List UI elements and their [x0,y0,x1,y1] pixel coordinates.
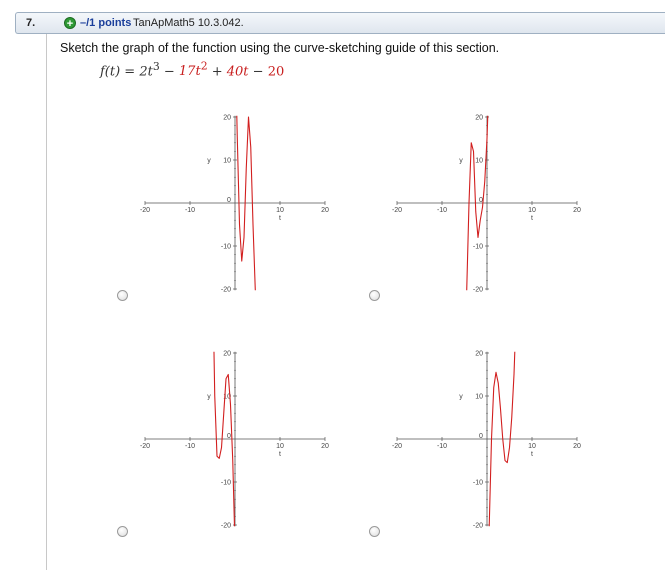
formula-exp1: 3 [152,60,160,73]
x-tick-label: 10 [528,443,536,450]
y-tick-label: 10 [475,157,483,165]
x-tick-label: -20 [139,207,151,214]
x-tick-label: 0 [227,433,231,440]
x-axis-label: t [531,451,533,458]
formula-minus2: − [248,64,268,80]
y-tick-label: 20 [223,114,231,122]
x-tick-label: 20 [573,207,581,214]
plus-circle-icon[interactable]: + [64,17,76,29]
graph-svg [120,336,350,531]
y-tick-label: 10 [223,157,231,165]
x-tick-label: 0 [479,197,483,204]
x-tick-label: -10 [436,443,448,450]
x-tick-label: 0 [227,197,231,204]
points-label: –/1 points [80,17,132,29]
x-tick-label: 20 [321,207,329,214]
question-instructions: Sketch the graph of the function using the curve-sketching guide of this section. [60,41,500,55]
y-tick-label: 10 [223,393,231,401]
x-tick-label: -20 [139,443,151,450]
x-tick-label: -10 [436,207,448,214]
graph-svg [372,100,602,295]
y-tick-label: 20 [475,350,483,358]
formula-minus1: − [159,64,179,80]
graph-option-1 [120,100,350,295]
function-curve [235,100,271,295]
y-tick-label: -10 [472,479,483,487]
y-tick-label: -10 [220,243,231,251]
x-tick-label: -20 [391,207,403,214]
x-tick-label: 10 [276,207,284,214]
y-tick-label: 20 [223,350,231,358]
question-source: TanApMath5 10.3.042. [133,17,244,29]
x-tick-label: 10 [276,443,284,450]
formula-term4: 20 [267,64,285,80]
y-axis-label: y [459,157,463,165]
graph-option-3 [120,336,350,531]
y-tick-label: -10 [472,243,483,251]
x-tick-label: -10 [184,443,196,450]
question-header [15,12,665,34]
question-left-border [46,34,47,570]
formula-plus: + [207,64,227,80]
graph-option-2 [372,100,602,295]
y-axis-label: y [207,157,211,165]
y-tick-label: -20 [472,286,483,294]
formula-term2: $17t^2$ [178,60,208,80]
y-tick-label: -20 [472,522,483,530]
x-tick-label: 20 [573,443,581,450]
y-tick-label: -20 [220,286,231,294]
y-tick-label: -20 [220,522,231,530]
x-tick-label: 20 [321,443,329,450]
graph-svg [372,336,602,531]
radio-button-icon[interactable] [369,526,380,537]
function-formula [100,60,284,79]
y-tick-label: 10 [475,393,483,401]
graph-svg [120,100,350,295]
radio-button-icon[interactable] [117,290,128,301]
question-number: 7. [26,17,36,29]
x-tick-label: 0 [479,433,483,440]
graph-option-4 [372,336,602,531]
y-axis-label: y [459,393,463,401]
x-tick-label: -20 [391,443,403,450]
x-axis-label: t [279,451,281,458]
radio-button-icon[interactable] [369,290,380,301]
y-tick-label: 20 [475,114,483,122]
x-tick-label: -10 [184,207,196,214]
radio-button-icon[interactable] [117,526,128,537]
x-axis-label: t [279,215,281,222]
x-tick-label: 10 [528,207,536,214]
x-axis-label: t [531,215,533,222]
y-tick-label: -10 [220,479,231,487]
formula-term3: 40t [226,64,249,80]
y-axis-label: y [207,393,211,401]
formula-lhs: f(t) = 2t [100,64,153,80]
function-curve [487,336,519,531]
